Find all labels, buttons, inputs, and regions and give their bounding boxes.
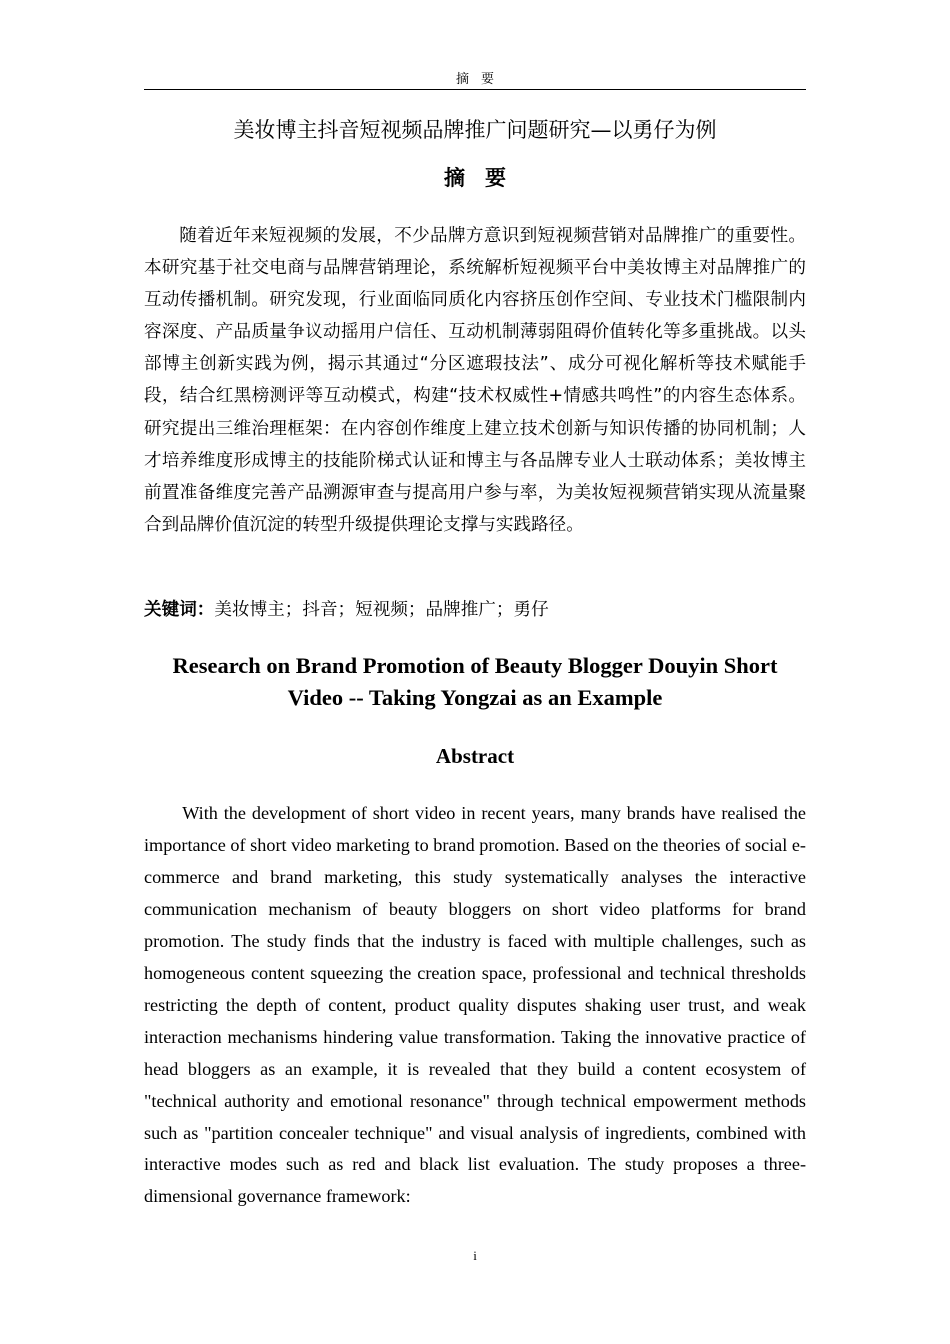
chinese-title: 美妆博主抖音短视频品牌推广问题研究—以勇仔为例 — [233, 118, 717, 142]
running-header: 摘要 — [455, 72, 506, 87]
keywords-text: 美妆博主；抖音；短视频；品牌推广；勇仔 — [214, 600, 549, 620]
page-number: i — [473, 1248, 477, 1263]
header-rule — [144, 89, 806, 90]
english-title: Research on Brand Promotion of Beauty Blogger Douyin Short Video -- Taking Yongzai as an Example — [172, 653, 778, 710]
chinese-keywords — [144, 596, 806, 624]
keywords-label: 关键词： — [144, 600, 215, 620]
chinese-abstract-heading: 摘要 — [444, 166, 526, 190]
chinese-abstract-body: 随着近年来短视频的发展，不少品牌方意识到短视频营销对品牌推广的重要性。本研究基于社交电商与品牌营销理论，系统解析短视频平台中美妆博主对品牌推广的互动传播机制。研究发现，行业面临同质化内容挤压创作空间、专业技术门槛限制内容深度、产品质量争议动摇用户信任、互动机制薄弱阻碍价值转化等多重挑战。以头部博主创新实践为例，揭示其通过“分区遮瑕技法”、成分可视化解析等技术赋能手段，结合红黑榜测评等互动模式，构建“技术权威性+情感共鸣性”的内容生态体系。研究提出三维治理框架：在内容创作维度上建立技术创新与知识传播的协同机制；人才培养维度形成博主的技能阶梯式认证和博主与各品牌专业人士联动体系；美妆博主前置准备维度完善产品溯源审查与提高用户参与率，为美妆短视频营销实现从流量聚合到品牌价值沉淀的转型升级提供理论支撑与实践路径。 — [144, 226, 806, 535]
english-abstract-body: With the development of short video in recent years, many brands have realised the importance of short video marketing to brand promotion. Based on the theories of social e-commerce and brand marketing, this study systematically analyses the interactive communication mechanism of beauty bloggers on short video platforms for brand promotion. The study finds that the industry is faced with multiple challenges, such as homogeneous content squeezing the creation space, professional and technical thresholds restricting the depth of content, product quality disputes shaking user trust, and weak interaction mechanisms hindering value transformation. Taking the innovative practice of head bloggers as an example, it is revealed that they build a content ecosystem of "technical authority and emotional resonance" through technical empowerment methods such as "partition concealer technique" and visual analysis of ingredients, combined with interactive modes such as red and black list evaluation. The study proposes a three-dimensional governance framework: — [144, 803, 806, 1207]
english-abstract-heading: Abstract — [435, 744, 515, 768]
